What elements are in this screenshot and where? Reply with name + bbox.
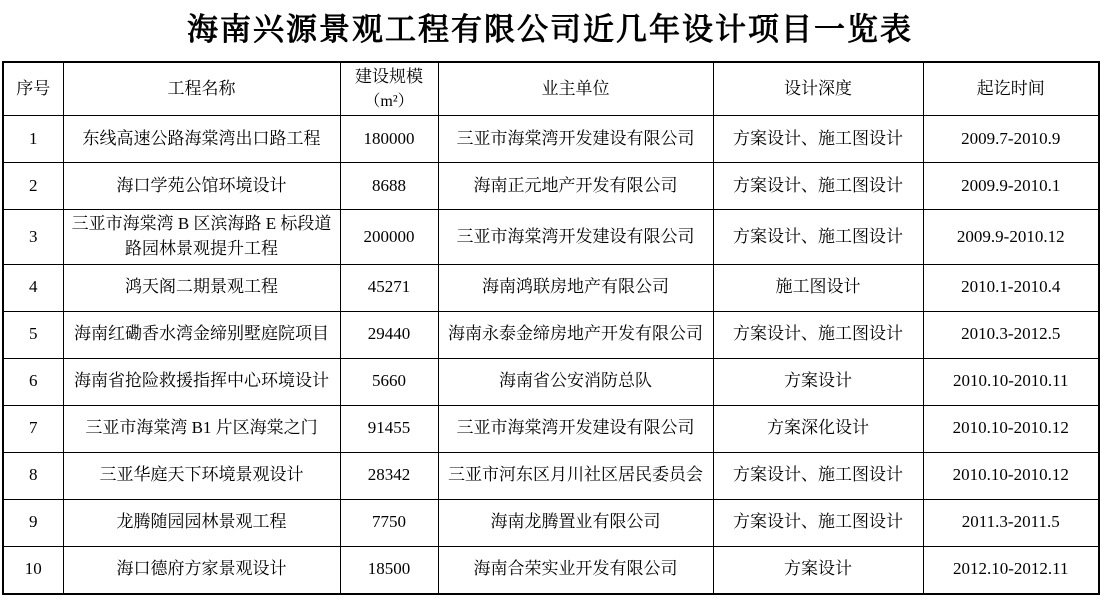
table-row — [3, 163, 1099, 210]
cell-index: 2 — [3, 163, 63, 210]
cell-project-name: 海南红磡香水湾金缔别墅庭院项目 — [63, 311, 340, 358]
cell-duration: 2010.3-2012.5 — [923, 311, 1099, 358]
cell-owner: 海南龙腾置业有限公司 — [438, 499, 713, 546]
cell-project-name: 海口学苑公馆环境设计 — [63, 163, 340, 210]
cell-index: 1 — [3, 116, 63, 163]
table-body — [3, 116, 1099, 594]
cell-design-depth: 方案设计、施工图设计 — [713, 311, 923, 358]
cell-design-depth: 方案设计、施工图设计 — [713, 210, 923, 264]
projects-table — [2, 61, 1100, 594]
cell-owner: 海南永泰金缔房地产开发有限公司 — [438, 311, 713, 358]
cell-scale: 91455 — [340, 405, 438, 452]
cell-design-depth: 方案设计 — [713, 358, 923, 405]
table-row — [3, 405, 1099, 452]
cell-scale: 180000 — [340, 116, 438, 163]
header-scale-unit: （m²） — [364, 93, 414, 111]
table-row — [3, 264, 1099, 311]
cell-scale: 8688 — [340, 163, 438, 210]
header-design-depth: 设计深度 — [713, 62, 923, 116]
table-row — [3, 452, 1099, 499]
cell-index: 9 — [3, 499, 63, 546]
cell-design-depth: 施工图设计 — [713, 264, 923, 311]
cell-project-name: 东线高速公路海棠湾出口路工程 — [63, 116, 340, 163]
cell-project-name: 三亚市海棠湾 B 区滨海路 E 标段道路园林景观提升工程 — [63, 210, 340, 264]
cell-design-depth: 方案设计、施工图设计 — [713, 452, 923, 499]
cell-project-name: 海口德府方家景观设计 — [63, 546, 340, 594]
cell-project-name: 龙腾随园园林景观工程 — [63, 499, 340, 546]
page-title: 海南兴源景观工程有限公司近几年设计项目一览表 — [187, 12, 913, 47]
cell-duration: 2011.3-2011.5 — [923, 499, 1099, 546]
cell-duration: 2009.9-2010.1 — [923, 163, 1099, 210]
table-row — [3, 499, 1099, 546]
cell-index: 8 — [3, 452, 63, 499]
cell-duration: 2009.9-2010.12 — [923, 210, 1099, 264]
cell-scale: 45271 — [340, 264, 438, 311]
cell-owner: 三亚市河东区月川社区居民委员会 — [438, 452, 713, 499]
cell-scale: 29440 — [340, 311, 438, 358]
header-owner: 业主单位 — [438, 62, 713, 116]
table-row — [3, 311, 1099, 358]
header-scale-label: 建设规模 — [355, 67, 423, 87]
table-row — [3, 546, 1099, 594]
cell-index: 4 — [3, 264, 63, 311]
header-index: 序号 — [3, 62, 63, 116]
table-row — [3, 358, 1099, 405]
cell-owner: 海南正元地产开发有限公司 — [438, 163, 713, 210]
cell-scale: 7750 — [340, 499, 438, 546]
cell-scale: 28342 — [340, 452, 438, 499]
cell-owner: 三亚市海棠湾开发建设有限公司 — [438, 116, 713, 163]
cell-owner: 三亚市海棠湾开发建设有限公司 — [438, 210, 713, 264]
cell-scale: 5660 — [340, 358, 438, 405]
cell-duration: 2010.10-2010.12 — [923, 405, 1099, 452]
cell-duration: 2010.10-2010.12 — [923, 452, 1099, 499]
header-project-name: 工程名称 — [63, 62, 340, 116]
cell-index: 5 — [3, 311, 63, 358]
cell-project-name: 三亚华庭天下环境景观设计 — [63, 452, 340, 499]
cell-duration: 2009.7-2010.9 — [923, 116, 1099, 163]
header-duration: 起讫时间 — [923, 62, 1099, 116]
cell-scale: 200000 — [340, 210, 438, 264]
header-row — [3, 62, 1099, 116]
cell-design-depth: 方案设计 — [713, 546, 923, 594]
cell-owner: 海南省公安消防总队 — [438, 358, 713, 405]
cell-project-name: 海南省抢险救援指挥中心环境设计 — [63, 358, 340, 405]
cell-owner: 海南鸿联房地产有限公司 — [438, 264, 713, 311]
cell-index: 7 — [3, 405, 63, 452]
cell-duration: 2012.10-2012.11 — [923, 546, 1099, 594]
cell-index: 3 — [3, 210, 63, 264]
cell-duration: 2010.10-2010.11 — [923, 358, 1099, 405]
cell-project-name: 三亚市海棠湾 B1 片区海棠之门 — [63, 405, 340, 452]
cell-duration: 2010.1-2010.4 — [923, 264, 1099, 311]
cell-design-depth: 方案设计、施工图设计 — [713, 116, 923, 163]
table-header — [3, 62, 1099, 116]
cell-design-depth: 方案设计、施工图设计 — [713, 499, 923, 546]
header-scale — [340, 62, 438, 116]
cell-index: 10 — [3, 546, 63, 594]
cell-owner: 海南合荣实业开发有限公司 — [438, 546, 713, 594]
table-row — [3, 210, 1099, 264]
cell-scale: 18500 — [340, 546, 438, 594]
table-row — [3, 116, 1099, 163]
cell-index: 6 — [3, 358, 63, 405]
cell-owner: 三亚市海棠湾开发建设有限公司 — [438, 405, 713, 452]
cell-design-depth: 方案设计、施工图设计 — [713, 163, 923, 210]
cell-project-name: 鸿天阁二期景观工程 — [63, 264, 340, 311]
cell-design-depth: 方案深化设计 — [713, 405, 923, 452]
